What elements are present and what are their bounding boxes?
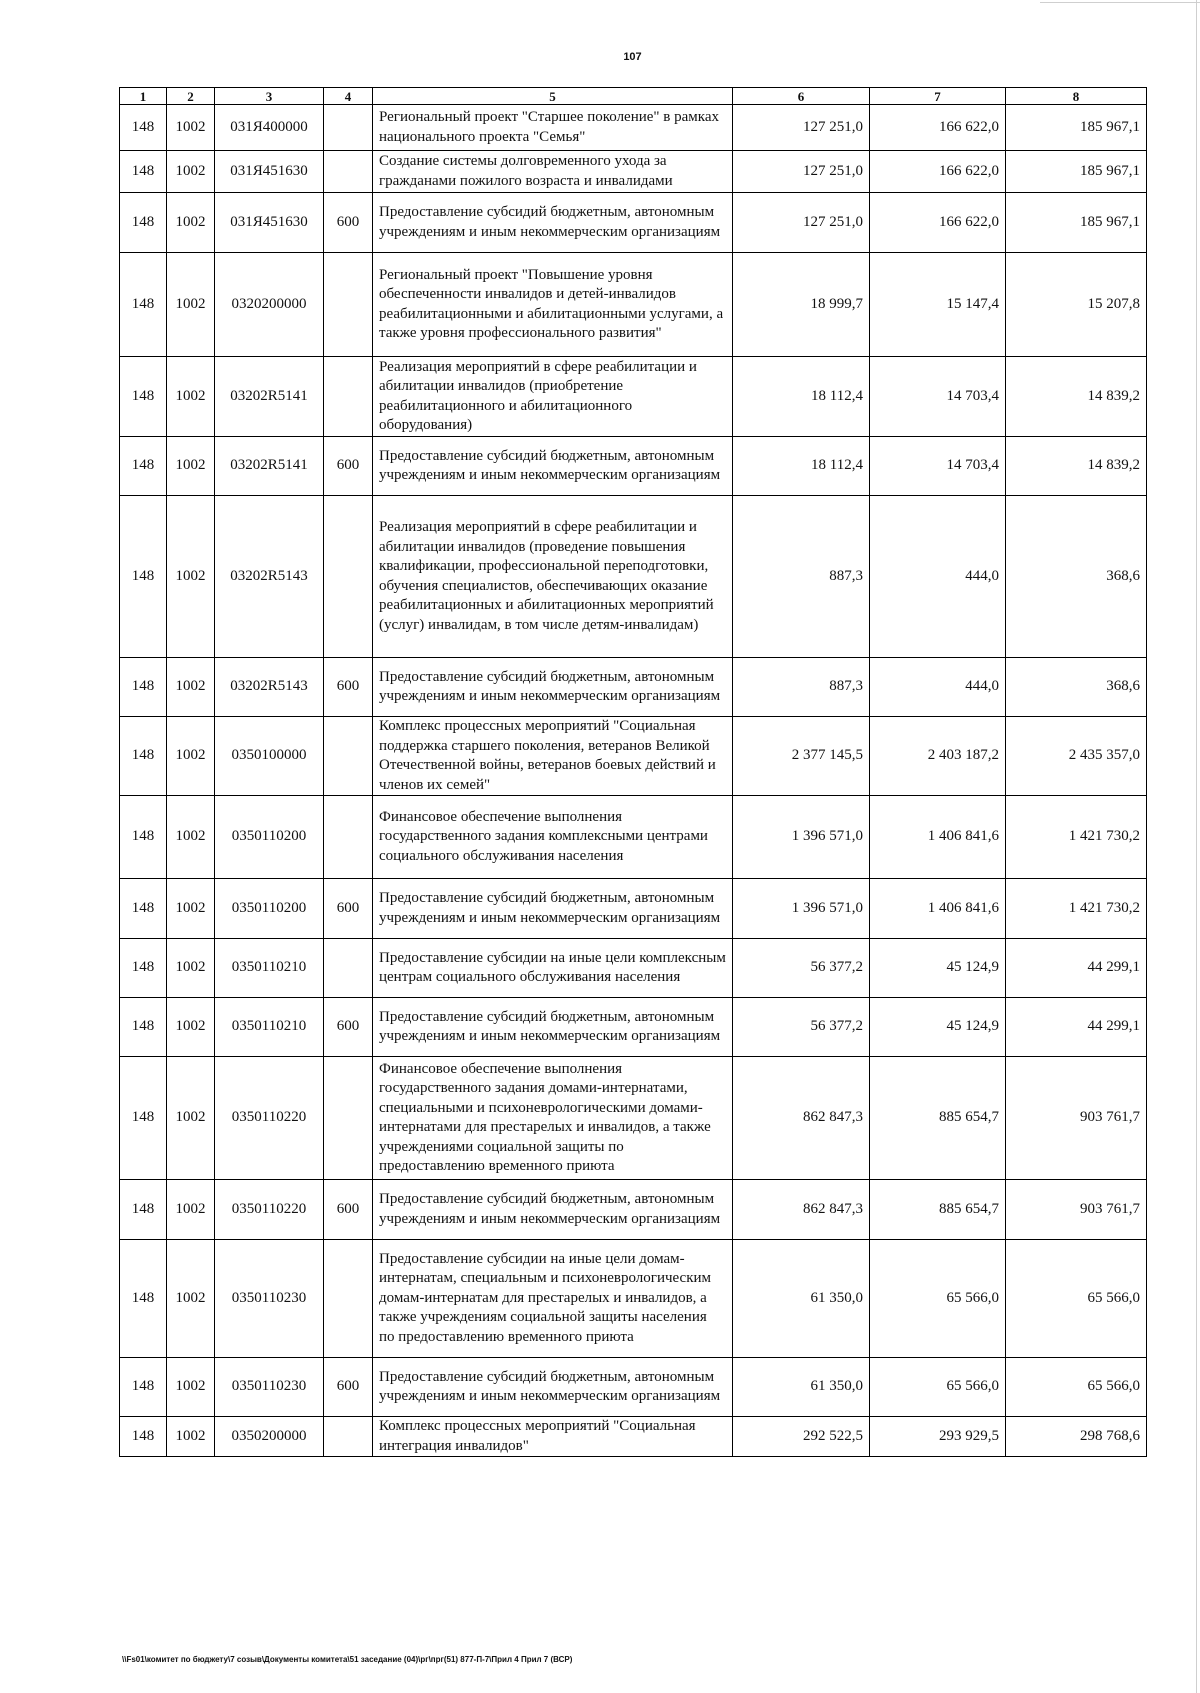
amount-year3-cell: 2 435 357,0 bbox=[1006, 717, 1147, 796]
agency-code-cell: 148 bbox=[120, 357, 167, 437]
article-code-cell: 0350110220 bbox=[215, 1180, 324, 1240]
amount-year1-cell: 1 396 571,0 bbox=[733, 879, 870, 939]
amount-year2-cell: 166 622,0 bbox=[870, 151, 1006, 193]
section-code-cell: 1002 bbox=[167, 357, 215, 437]
article-code-cell: 03202R5143 bbox=[215, 658, 324, 717]
amount-year1-cell: 56 377,2 bbox=[733, 939, 870, 998]
amount-year3-cell: 298 768,6 bbox=[1006, 1417, 1147, 1457]
column-header: 3 bbox=[215, 88, 324, 105]
amount-year2-cell: 293 929,5 bbox=[870, 1417, 1006, 1457]
agency-code-cell: 148 bbox=[120, 1180, 167, 1240]
item-name-cell: Предоставление субсидий бюджетным, автономным учреждениям и иным некоммерческим организациям bbox=[373, 658, 733, 717]
table-row bbox=[120, 151, 1147, 193]
item-name-cell: Предоставление субсидий бюджетным, автономным учреждениям и иным некоммерческим организациям bbox=[373, 879, 733, 939]
amount-year2-cell: 15 147,4 bbox=[870, 253, 1006, 357]
amount-year3-cell: 185 967,1 bbox=[1006, 105, 1147, 151]
amount-year2-cell: 65 566,0 bbox=[870, 1240, 1006, 1358]
item-name-cell: Реализация мероприятий в сфере реабилитации и абилитации инвалидов (проведение повышения квалификации, профессиональной переподготовки, обучения специалистов, обеспечивающих оказание реабилитационных и абилитационных мероприятий (услуг) инвалидам, в том числе детям-инвалидам) bbox=[373, 496, 733, 658]
section-code-cell: 1002 bbox=[167, 658, 215, 717]
amount-year3-cell: 368,6 bbox=[1006, 496, 1147, 658]
amount-year3-cell: 65 566,0 bbox=[1006, 1240, 1147, 1358]
item-name-cell: Комплекс процессных мероприятий "Социальная поддержка старшего поколения, ветеранов Великой Отечественной войны, ветеранов боевых действий и членов их семей" bbox=[373, 717, 733, 796]
column-header: 5 bbox=[373, 88, 733, 105]
section-code-cell: 1002 bbox=[167, 1240, 215, 1358]
agency-code-cell: 148 bbox=[120, 193, 167, 253]
item-name-cell: Комплекс процессных мероприятий "Социальная интеграция инвалидов" bbox=[373, 1417, 733, 1457]
agency-code-cell: 148 bbox=[120, 717, 167, 796]
item-name-cell: Предоставление субсидии на иные цели домам-интернатам, специальным и психоневрологическим домам-интернатам для престарелых и инвалидов, а также учреждениям социальной защиты населения по предоставлению временного приюта bbox=[373, 1240, 733, 1358]
expense-type-cell bbox=[324, 253, 373, 357]
amount-year3-cell: 65 566,0 bbox=[1006, 1358, 1147, 1417]
amount-year2-cell: 885 654,7 bbox=[870, 1057, 1006, 1180]
table-row bbox=[120, 658, 1147, 717]
amount-year2-cell: 45 124,9 bbox=[870, 998, 1006, 1057]
section-code-cell: 1002 bbox=[167, 1358, 215, 1417]
column-header: 1 bbox=[120, 88, 167, 105]
amount-year3-cell: 44 299,1 bbox=[1006, 939, 1147, 998]
agency-code-cell: 148 bbox=[120, 496, 167, 658]
section-code-cell: 1002 bbox=[167, 939, 215, 998]
amount-year2-cell: 444,0 bbox=[870, 496, 1006, 658]
amount-year1-cell: 2 377 145,5 bbox=[733, 717, 870, 796]
section-code-cell: 1002 bbox=[167, 105, 215, 151]
table-header bbox=[120, 88, 1147, 105]
agency-code-cell: 148 bbox=[120, 253, 167, 357]
amount-year1-cell: 18 999,7 bbox=[733, 253, 870, 357]
section-code-cell: 1002 bbox=[167, 998, 215, 1057]
amount-year1-cell: 18 112,4 bbox=[733, 357, 870, 437]
amount-year2-cell: 885 654,7 bbox=[870, 1180, 1006, 1240]
amount-year3-cell: 903 761,7 bbox=[1006, 1057, 1147, 1180]
article-code-cell: 0350110220 bbox=[215, 1057, 324, 1180]
table-row bbox=[120, 105, 1147, 151]
amount-year2-cell: 444,0 bbox=[870, 658, 1006, 717]
section-code-cell: 1002 bbox=[167, 879, 215, 939]
expense-type-cell bbox=[324, 717, 373, 796]
amount-year3-cell: 44 299,1 bbox=[1006, 998, 1147, 1057]
item-name-cell: Финансовое обеспечение выполнения государственного задания домами-интернатами, специальными и психоневрологическими домами-интернатами для престарелых и инвалидов, а также учреждениями социальной защиты по предоставлению временного приюта bbox=[373, 1057, 733, 1180]
article-code-cell: 0350110230 bbox=[215, 1358, 324, 1417]
article-code-cell: 031Я451630 bbox=[215, 151, 324, 193]
article-code-cell: 0350110210 bbox=[215, 998, 324, 1057]
expense-type-cell: 600 bbox=[324, 1180, 373, 1240]
agency-code-cell: 148 bbox=[120, 998, 167, 1057]
article-code-cell: 0350110200 bbox=[215, 879, 324, 939]
agency-code-cell: 148 bbox=[120, 658, 167, 717]
amount-year3-cell: 903 761,7 bbox=[1006, 1180, 1147, 1240]
table-row bbox=[120, 1180, 1147, 1240]
amount-year3-cell: 15 207,8 bbox=[1006, 253, 1147, 357]
amount-year1-cell: 61 350,0 bbox=[733, 1358, 870, 1417]
amount-year1-cell: 56 377,2 bbox=[733, 998, 870, 1057]
amount-year2-cell: 1 406 841,6 bbox=[870, 879, 1006, 939]
agency-code-cell: 148 bbox=[120, 1417, 167, 1457]
amount-year2-cell: 166 622,0 bbox=[870, 193, 1006, 253]
amount-year3-cell: 368,6 bbox=[1006, 658, 1147, 717]
expense-type-cell bbox=[324, 1417, 373, 1457]
table-row bbox=[120, 1358, 1147, 1417]
table-row bbox=[120, 357, 1147, 437]
amount-year1-cell: 292 522,5 bbox=[733, 1417, 870, 1457]
amount-year2-cell: 166 622,0 bbox=[870, 105, 1006, 151]
page-number: 107 bbox=[623, 51, 642, 63]
item-name-cell: Реализация мероприятий в сфере реабилитации и абилитации инвалидов (приобретение реабилитационного и абилитационного оборудования) bbox=[373, 357, 733, 437]
amount-year1-cell: 862 847,3 bbox=[733, 1180, 870, 1240]
expense-type-cell bbox=[324, 1057, 373, 1180]
budget-table bbox=[119, 87, 1147, 1457]
amount-year1-cell: 61 350,0 bbox=[733, 1240, 870, 1358]
article-code-cell: 0350110200 bbox=[215, 796, 324, 879]
amount-year1-cell: 127 251,0 bbox=[733, 193, 870, 253]
item-name-cell: Финансовое обеспечение выполнения государственного задания комплексными центрами социального обслуживания населения bbox=[373, 796, 733, 879]
amount-year3-cell: 185 967,1 bbox=[1006, 193, 1147, 253]
section-code-cell: 1002 bbox=[167, 151, 215, 193]
expense-type-cell bbox=[324, 357, 373, 437]
section-code-cell: 1002 bbox=[167, 796, 215, 879]
table-row bbox=[120, 437, 1147, 496]
section-code-cell: 1002 bbox=[167, 1180, 215, 1240]
amount-year2-cell: 2 403 187,2 bbox=[870, 717, 1006, 796]
table-row bbox=[120, 253, 1147, 357]
amount-year1-cell: 862 847,3 bbox=[733, 1057, 870, 1180]
item-name-cell: Предоставление субсидий бюджетным, автономным учреждениям и иным некоммерческим организациям bbox=[373, 437, 733, 496]
amount-year2-cell: 14 703,4 bbox=[870, 437, 1006, 496]
amount-year1-cell: 887,3 bbox=[733, 496, 870, 658]
table-row bbox=[120, 717, 1147, 796]
article-code-cell: 0350110230 bbox=[215, 1240, 324, 1358]
column-header: 6 bbox=[733, 88, 870, 105]
agency-code-cell: 148 bbox=[120, 151, 167, 193]
agency-code-cell: 148 bbox=[120, 1240, 167, 1358]
file-path-footer: \\Fs01\комитет по бюджету\7 созыв\Документы комитета\51 заседание (04)\рг\прг(51) 877-П-7\Прил 4 Прил 7 (ВСР) bbox=[122, 1655, 573, 1664]
amount-year2-cell: 1 406 841,6 bbox=[870, 796, 1006, 879]
section-code-cell: 1002 bbox=[167, 1417, 215, 1457]
agency-code-cell: 148 bbox=[120, 796, 167, 879]
agency-code-cell: 148 bbox=[120, 1057, 167, 1180]
expense-type-cell: 600 bbox=[324, 998, 373, 1057]
article-code-cell: 0350110210 bbox=[215, 939, 324, 998]
table-row bbox=[120, 496, 1147, 658]
column-header: 2 bbox=[167, 88, 215, 105]
amount-year3-cell: 1 421 730,2 bbox=[1006, 879, 1147, 939]
header-row bbox=[120, 88, 1147, 105]
expense-type-cell: 600 bbox=[324, 879, 373, 939]
amount-year1-cell: 1 396 571,0 bbox=[733, 796, 870, 879]
expense-type-cell bbox=[324, 496, 373, 658]
article-code-cell: 03202R5141 bbox=[215, 437, 324, 496]
amount-year2-cell: 45 124,9 bbox=[870, 939, 1006, 998]
column-header: 8 bbox=[1006, 88, 1147, 105]
scan-edge-right bbox=[1196, 0, 1197, 1693]
item-name-cell: Предоставление субсидии на иные цели комплексным центрам социального обслуживания населения bbox=[373, 939, 733, 998]
item-name-cell: Региональный проект "Повышение уровня обеспеченности инвалидов и детей-инвалидов реабилитационными и абилитационными услугами, а также уровня профессионального развития" bbox=[373, 253, 733, 357]
amount-year1-cell: 18 112,4 bbox=[733, 437, 870, 496]
expense-type-cell: 600 bbox=[324, 437, 373, 496]
amount-year2-cell: 65 566,0 bbox=[870, 1358, 1006, 1417]
amount-year1-cell: 127 251,0 bbox=[733, 151, 870, 193]
column-header: 7 bbox=[870, 88, 1006, 105]
expense-type-cell: 600 bbox=[324, 193, 373, 253]
amount-year1-cell: 887,3 bbox=[733, 658, 870, 717]
table-row bbox=[120, 796, 1147, 879]
table-body bbox=[120, 105, 1147, 1457]
expense-type-cell bbox=[324, 939, 373, 998]
expense-type-cell bbox=[324, 1240, 373, 1358]
table-row bbox=[120, 1240, 1147, 1358]
column-header: 4 bbox=[324, 88, 373, 105]
amount-year3-cell: 14 839,2 bbox=[1006, 357, 1147, 437]
item-name-cell: Создание системы долговременного ухода за гражданами пожилого возраста и инвалидами bbox=[373, 151, 733, 193]
amount-year3-cell: 14 839,2 bbox=[1006, 437, 1147, 496]
agency-code-cell: 148 bbox=[120, 437, 167, 496]
agency-code-cell: 148 bbox=[120, 939, 167, 998]
article-code-cell: 0320200000 bbox=[215, 253, 324, 357]
amount-year2-cell: 14 703,4 bbox=[870, 357, 1006, 437]
section-code-cell: 1002 bbox=[167, 193, 215, 253]
table-row bbox=[120, 1417, 1147, 1457]
article-code-cell: 0350200000 bbox=[215, 1417, 324, 1457]
agency-code-cell: 148 bbox=[120, 105, 167, 151]
expense-type-cell: 600 bbox=[324, 1358, 373, 1417]
section-code-cell: 1002 bbox=[167, 437, 215, 496]
section-code-cell: 1002 bbox=[167, 1057, 215, 1180]
amount-year1-cell: 127 251,0 bbox=[733, 105, 870, 151]
article-code-cell: 03202R5143 bbox=[215, 496, 324, 658]
scan-edge-top bbox=[1040, 2, 1200, 3]
amount-year3-cell: 185 967,1 bbox=[1006, 151, 1147, 193]
article-code-cell: 031Я400000 bbox=[215, 105, 324, 151]
item-name-cell: Региональный проект "Старшее поколение" в рамках национального проекта "Семья" bbox=[373, 105, 733, 151]
item-name-cell: Предоставление субсидий бюджетным, автономным учреждениям и иным некоммерческим организациям bbox=[373, 998, 733, 1057]
section-code-cell: 1002 bbox=[167, 253, 215, 357]
item-name-cell: Предоставление субсидий бюджетным, автономным учреждениям и иным некоммерческим организациям bbox=[373, 193, 733, 253]
item-name-cell: Предоставление субсидий бюджетным, автономным учреждениям и иным некоммерческим организациям bbox=[373, 1180, 733, 1240]
section-code-cell: 1002 bbox=[167, 717, 215, 796]
table-row bbox=[120, 939, 1147, 998]
table-row bbox=[120, 1057, 1147, 1180]
item-name-cell: Предоставление субсидий бюджетным, автономным учреждениям и иным некоммерческим организациям bbox=[373, 1358, 733, 1417]
article-code-cell: 031Я451630 bbox=[215, 193, 324, 253]
expense-type-cell bbox=[324, 796, 373, 879]
section-code-cell: 1002 bbox=[167, 496, 215, 658]
expense-type-cell bbox=[324, 151, 373, 193]
agency-code-cell: 148 bbox=[120, 1358, 167, 1417]
expense-type-cell bbox=[324, 105, 373, 151]
article-code-cell: 03202R5141 bbox=[215, 357, 324, 437]
article-code-cell: 0350100000 bbox=[215, 717, 324, 796]
amount-year3-cell: 1 421 730,2 bbox=[1006, 796, 1147, 879]
table-row bbox=[120, 879, 1147, 939]
table-row bbox=[120, 998, 1147, 1057]
agency-code-cell: 148 bbox=[120, 879, 167, 939]
table-row bbox=[120, 193, 1147, 253]
expense-type-cell: 600 bbox=[324, 658, 373, 717]
